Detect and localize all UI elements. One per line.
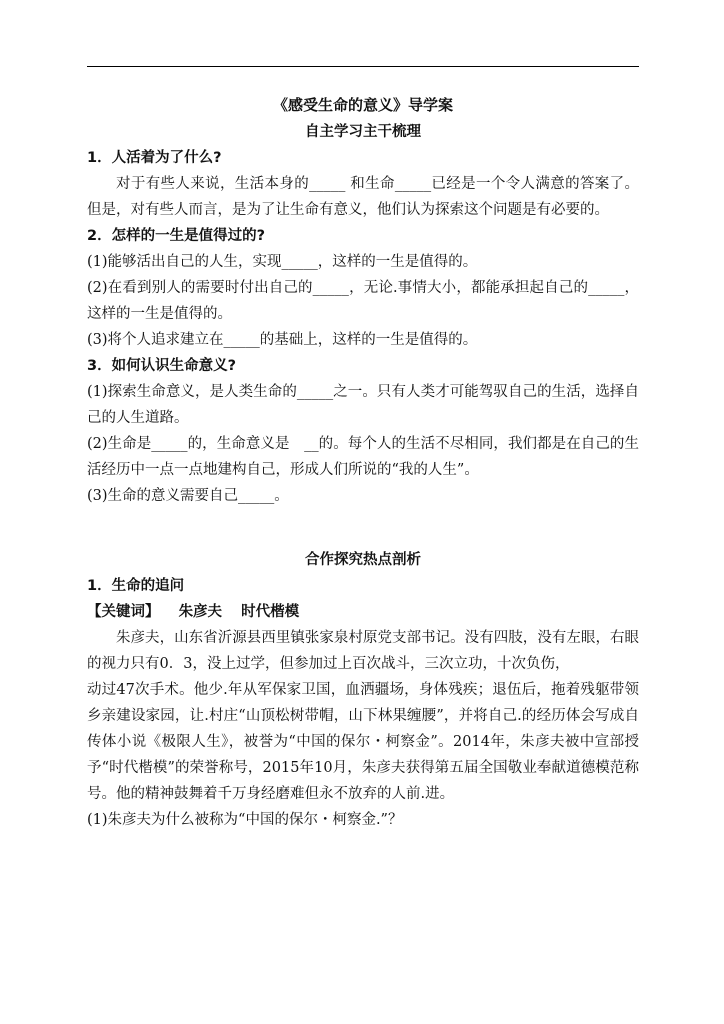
question-heading-2: 2．怎样的一生是值得过的? (87, 228, 265, 244)
question-heading-1: 1．人活着为了什么? (87, 150, 222, 166)
question-3-item-3: (3)生命的意义需要自己_____。 (87, 488, 289, 504)
document-title: 《感受生命的意义》导学案 (272, 96, 453, 114)
section-title-exploration: 合作探究热点剖析 (305, 552, 421, 568)
story-paragraph-line-1: 朱彦夫，山东省沂源县西里镇张家泉村原党支部书记。没有四肢，没有左眼，右眼的视力只有0．3，没上过学，但参加过上百次战斗，三次立功，十次负伤， (87, 630, 639, 672)
question-heading-3: 3．如何认识生命意义? (87, 358, 236, 374)
keywords-line (87, 599, 639, 625)
document-page (87, 92, 639, 833)
header-rule (87, 66, 639, 67)
question-2-item-1: (1)能够活出自己的人生，实现_____，这样的一生是值得的。 (87, 254, 478, 270)
keyword-era-model: 时代楷模 (241, 604, 300, 620)
question-2-item-2: (2)在看到别人的需要时付出自己的_____，无论.事情大小，都能承担起自己的_____，这样的一生是值得的。 (87, 280, 639, 322)
question-1-paragraph: 对于有些人来说，生活本身的_____ 和生命_____已经是一个令人满意的答案了。但是，对有些人而言，是为了让生命有意义，他们认为探索这个问题是有必要的。 (87, 176, 639, 218)
section-title-self-study: 自主学习主干梳理 (305, 124, 421, 140)
keyword-label: 【关键词】 (87, 604, 160, 620)
question-zhu-yanfu-1: (1)朱彦夫为什么被称为“中国的保尔・柯察金.”？ (87, 812, 403, 828)
question-2-item-3: (3)将个人追求建立在_____的基础上，这样的一生是值得的。 (87, 332, 478, 348)
question-3-item-2: (2)生命是_____的，生命意义是 __的。每个人的生活不尽相同，我们都是在自己的生活经历中一点一点地建构自己，形成人们所说的“我的人生”。 (87, 436, 639, 478)
exploration-heading-1: 1．生命的追问 (87, 578, 185, 594)
keyword-zhu-yanfu: 朱彦夫 (178, 604, 223, 620)
question-3-item-1: (1)探索生命意义，是人类生命的_____之一。只有人类才可能驾驭自己的生活，选择自己的人生道路。 (87, 384, 639, 426)
story-paragraph-line-2: 动过47次手术。他少.年从军保家卫国，血洒疆场，身体残疾；退伍后，拖着残躯带领乡亲建设家园，让.村庄“山顶松树带帽，山下林果缠腰”，并将自己.的经历体会写成自传体小说《极限人生》，被誉为“中国的保尔・柯察金”。2014年，朱彦夫被中宣部授予“时代楷模”的荣誉称号，2015年10月，朱彦夫获得第五届全国敬业奉献道德模范称号。他的精神鼓舞着千万身经磨难但永不放弃的人前.进。 (87, 682, 639, 802)
